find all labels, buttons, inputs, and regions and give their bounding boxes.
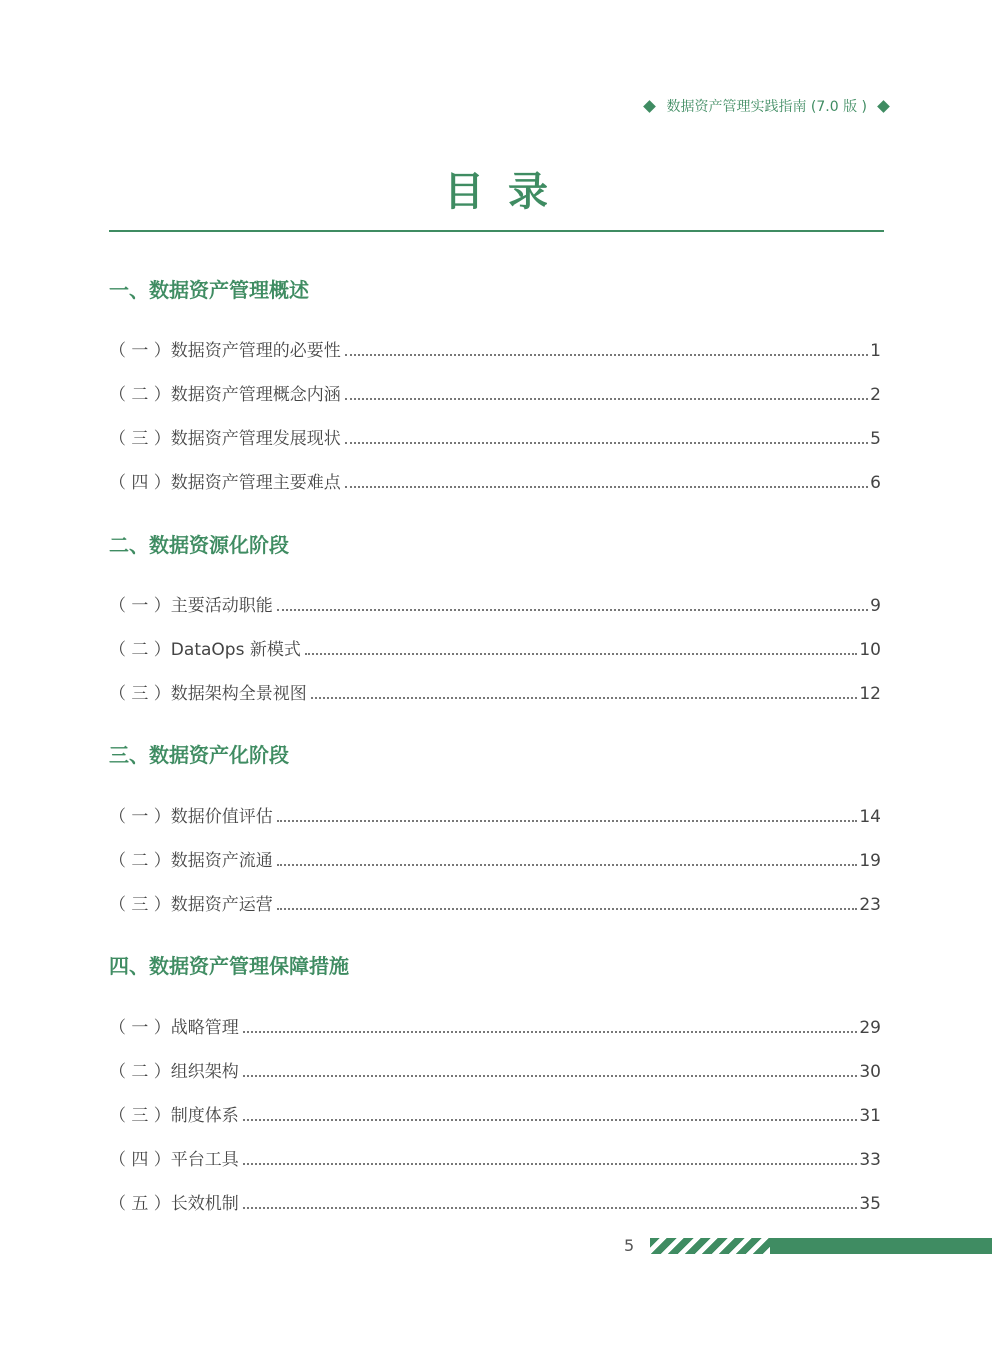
dot-leader [277,908,858,910]
toc-entry[interactable] [109,636,881,660]
toc-entry[interactable] [109,803,881,827]
toc-entry[interactable] [109,592,881,616]
toc-entry-page: 5 [870,429,881,449]
toc-entry-label: （ 一 ）数据价值评估 [109,807,273,827]
dot-leader [243,1119,858,1121]
dot-leader [243,1163,858,1165]
dot-leader [345,486,868,488]
dot-leader [311,697,858,699]
toc-entry-label: （ 四 ）数据资产管理主要难点 [109,473,341,493]
toc-entry[interactable] [109,1014,881,1038]
toc-entry-page: 6 [870,473,881,493]
toc-entry-label: （ 二 ）数据资产流通 [109,851,273,871]
toc-entry-label: （ 二 ）数据资产管理概念内涵 [109,385,341,405]
toc-entry[interactable] [109,1146,881,1170]
toc-entry[interactable] [109,337,881,361]
toc-entry-page: 35 [859,1194,881,1214]
diamond-icon-right [877,100,890,113]
toc-entry-label: （ 一 ）数据资产管理的必要性 [109,341,341,361]
toc-section-heading[interactable]: 二、数据资源化阶段 [109,533,289,557]
dot-leader [243,1075,858,1077]
toc-entry-label: （ 三 ）数据架构全景视图 [109,684,307,704]
toc-entry-page: 29 [859,1018,881,1038]
toc-entry-label: （ 二 ）组织架构 [109,1062,239,1082]
toc-entry-page: 2 [870,385,881,405]
dot-leader [243,1207,858,1209]
title-divider [109,230,884,232]
toc-entry[interactable] [109,425,881,449]
footer-bar-decoration [770,1238,992,1254]
toc-entry-page: 33 [859,1150,881,1170]
toc-entry-page: 9 [870,596,881,616]
toc-section-heading[interactable]: 三、数据资产化阶段 [109,743,289,767]
toc-entry-page: 30 [859,1062,881,1082]
toc-entry[interactable] [109,469,881,493]
toc-entry-page: 31 [859,1106,881,1126]
toc-entry[interactable] [109,847,881,871]
toc-entry-label: （ 四 ）平台工具 [109,1150,239,1170]
footer-stripes-decoration [650,1238,770,1254]
toc-entry[interactable] [109,381,881,405]
toc-section-heading[interactable]: 四、数据资产管理保障措施 [109,954,349,978]
page-number: 5 [624,1236,635,1255]
toc-entry-label: （ 一 ）战略管理 [109,1018,239,1038]
dot-leader [277,820,858,822]
toc-entry-label: （ 三 ）数据资产运营 [109,895,273,915]
toc-entry-page: 19 [859,851,881,871]
toc-entry-label: （ 三 ）制度体系 [109,1106,239,1126]
toc-entry-label: （ 三 ）数据资产管理发展现状 [109,429,341,449]
dot-leader [305,653,858,655]
dot-leader [243,1031,858,1033]
toc-entry-page: 12 [859,684,881,704]
toc-entry[interactable] [109,1102,881,1126]
toc-entry-page: 14 [859,807,881,827]
page-title: 目录 [444,169,572,215]
toc-entry-page: 23 [859,895,881,915]
running-header-text: 数据资产管理实践指南 (7.0 版 ) [666,99,867,115]
toc-section-heading[interactable]: 一、数据资产管理概述 [109,278,309,302]
toc-entry-label: （ 一 ）主要活动职能 [109,596,273,616]
dot-leader [277,864,858,866]
dot-leader [345,442,868,444]
toc-entry-page: 10 [859,640,881,660]
toc-entry-page: 1 [870,341,881,361]
dot-leader [277,609,868,611]
toc-entry-label: （ 五 ）长效机制 [109,1194,239,1214]
toc-entry-label: （ 二 ）DataOps 新模式 [109,640,301,660]
dot-leader [345,398,868,400]
toc-entry[interactable] [109,680,881,704]
toc-entry[interactable] [109,1058,881,1082]
toc-entry[interactable] [109,1190,881,1214]
diamond-icon-left [644,100,657,113]
dot-leader [345,354,868,356]
running-header [641,96,892,116]
toc-entry[interactable] [109,891,881,915]
